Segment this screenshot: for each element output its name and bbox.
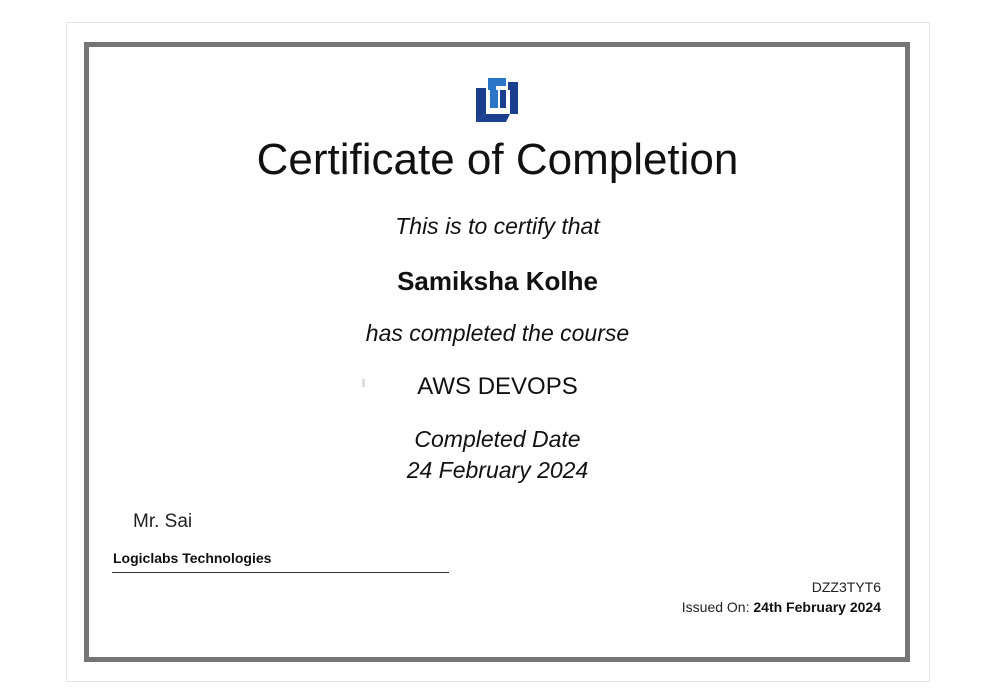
logiclabs-logo-icon	[474, 76, 520, 122]
certificate-id: DZZ3TYT6	[811, 579, 881, 595]
signer-name: Mr. Sai	[133, 511, 193, 532]
recipient-name: Samiksha Kolhe	[397, 266, 598, 296]
certify-text: This is to certify that	[395, 213, 600, 239]
completed-course-text: has completed the course	[365, 320, 630, 346]
completed-date-value: 24 February 2024	[406, 457, 589, 483]
issued-date: 24th February 2024	[753, 599, 881, 615]
issued-label: Issued On:	[681, 599, 750, 615]
completed-date-label: Completed Date	[414, 426, 581, 452]
signature-line	[112, 572, 449, 573]
course-name: AWS DEVOPS	[417, 373, 578, 400]
organization-name: Logiclabs Technologies	[113, 550, 272, 566]
certificate-title: Certificate of Completion	[256, 135, 739, 184]
issued-on	[682, 597, 881, 617]
